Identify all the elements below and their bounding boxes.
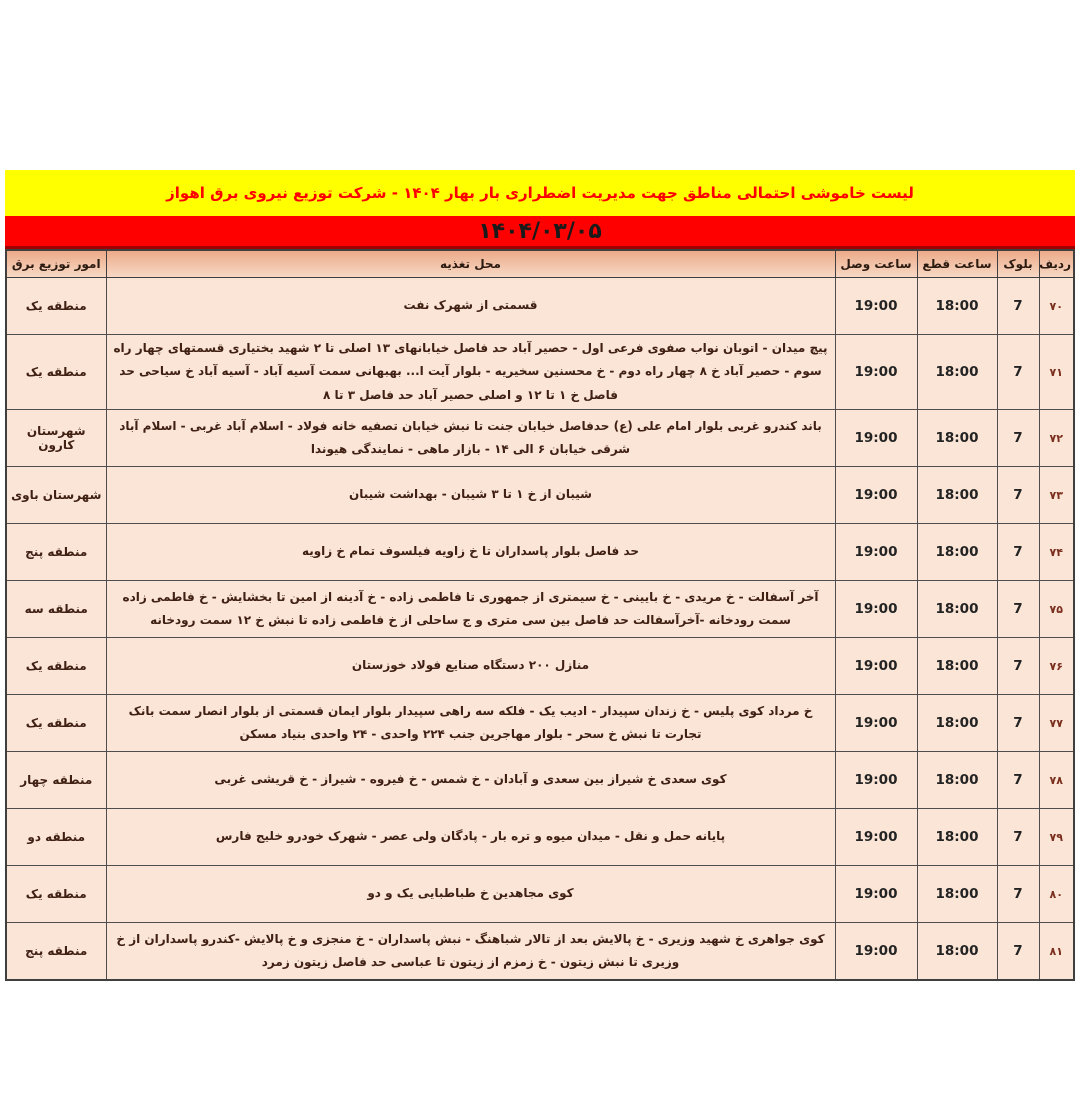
table-header-row: [6, 250, 1074, 278]
cut-time-cell: 18:00: [917, 410, 997, 467]
row-number-cell: ۷۵: [1039, 581, 1074, 638]
district-cell: منطقه پنج: [6, 923, 106, 981]
cut-time-cell: 18:00: [917, 581, 997, 638]
location-cell: باند کندرو غربی بلوار امام علی (ع) حدفاصل خیابان جنت تا نبش خیابان تصفیه خانه فولاد - اسلام آباد غربی - اسلام آباد شرقی خیابان ۶ الی ۱۴ - بازار ماهی - نمایندگی هیوندا: [106, 410, 835, 467]
block-cell: 7: [997, 866, 1039, 923]
block-cell: 7: [997, 695, 1039, 752]
cut-time-cell: 18:00: [917, 866, 997, 923]
row-number-cell: ۷۴: [1039, 524, 1074, 581]
district-cell: منطقه یک: [6, 335, 106, 410]
district-cell: منطقه سه: [6, 581, 106, 638]
reconnect-time-cell: 19:00: [835, 467, 917, 524]
district-cell: شهرستان باوی: [6, 467, 106, 524]
reconnect-time-cell: 19:00: [835, 752, 917, 809]
col-header-reconnect-time: ساعت وصل: [835, 250, 917, 278]
district-cell: منطقه یک: [6, 866, 106, 923]
block-cell: 7: [997, 467, 1039, 524]
block-cell: 7: [997, 923, 1039, 981]
reconnect-time-cell: 19:00: [835, 335, 917, 410]
row-number-cell: ۷۷: [1039, 695, 1074, 752]
location-cell: پایانه حمل و نقل - میدان میوه و تره بار - پادگان ولی عصر - شهرک خودرو خلیج فارس: [106, 809, 835, 866]
location-cell: خ مرداد کوی پلیس - خ زندان سپیدار - ادیب یک - فلکه سه راهی سپیدار بلوار ایمان قسمتی از بلوار انصار سمت بانک تجارت تا نبش خ سحر - بلوار مهاجرین جنب ۲۲۴ واحدی - ۲۴ واحدی بنیاد مسکن: [106, 695, 835, 752]
district-cell: منطقه دو: [6, 809, 106, 866]
location-cell: پیچ میدان - اتوبان نواب صفوی فرعی اول - حصیر آباد حد فاصل خیابانهای ۱۳ اصلی تا ۲ شهید بختیاری قسمتهای چهار راه سوم - حصیر آباد خ ۸ چهار راه دوم - خ محسنین سخیریه - بلوار آیت ا... بهبهانی سمت آسیه آباد - آسیه آباد خ سیاحی حد فاصل خ ۱ تا ۱۲ و اصلی حصیر آباد حد فاصل ۳ تا ۸: [106, 335, 835, 410]
block-cell: 7: [997, 581, 1039, 638]
reconnect-time-cell: 19:00: [835, 923, 917, 981]
reconnect-time-cell: 19:00: [835, 278, 917, 335]
reconnect-time-cell: 19:00: [835, 866, 917, 923]
block-cell: 7: [997, 524, 1039, 581]
block-cell: 7: [997, 278, 1039, 335]
row-number-cell: ۸۱: [1039, 923, 1074, 981]
col-header-location: محل تغذیه: [106, 250, 835, 278]
table-row: [6, 581, 1074, 638]
col-header-district: امور توزیع برق: [6, 250, 106, 278]
cut-time-cell: 18:00: [917, 809, 997, 866]
location-cell: کوی جواهری خ شهید وزیری - خ پالایش بعد از تالار شباهنگ - نبش پاسداران - خ منجزی و خ پالایش -کندرو پاسداران از خ وزیری تا نبش زیتون - خ زمزم از زیتون تا عباسی حد فاصل زیتون زمرد: [106, 923, 835, 981]
table-row: [6, 866, 1074, 923]
district-cell: منطقه پنج: [6, 524, 106, 581]
schedule-date: ۱۴۰۴/۰۳/۰۵: [478, 218, 602, 244]
table-row: [6, 335, 1074, 410]
reconnect-time-cell: 19:00: [835, 581, 917, 638]
location-cell: آخر آسفالت - خ مریدی - خ بایینی - خ سیمتری از جمهوری تا فاطمی زاده - خ آدینه از امین تا بخشایش - خ فاطمی زاده سمت رودخانه -آخرآسفالت حد فاصل بین سی متری و ج ساحلی از خ فاطمی زاده تا نبش خ ۱۲ سمت رودخانه: [106, 581, 835, 638]
block-cell: 7: [997, 638, 1039, 695]
cut-time-cell: 18:00: [917, 923, 997, 981]
table-row: [6, 638, 1074, 695]
reconnect-time-cell: 19:00: [835, 524, 917, 581]
block-cell: 7: [997, 809, 1039, 866]
cut-time-cell: 18:00: [917, 524, 997, 581]
cut-time-cell: 18:00: [917, 695, 997, 752]
district-cell: شهرستان کارون: [6, 410, 106, 467]
row-number-cell: ۷۰: [1039, 278, 1074, 335]
row-number-cell: ۸۰: [1039, 866, 1074, 923]
table-row: [6, 923, 1074, 981]
table-row: [6, 467, 1074, 524]
table-row: [6, 410, 1074, 467]
location-cell: منازل ۲۰۰ دستگاه صنایع فولاد خوزستان: [106, 638, 835, 695]
page-title: لیست خاموشی احتمالی مناطق جهت مدیریت اضطراری بار بهار ۱۴۰۴ - شرکت توزیع نیروی برق اهواز: [166, 184, 914, 202]
location-cell: قسمتی از شهرک نفت: [106, 278, 835, 335]
block-cell: 7: [997, 752, 1039, 809]
cut-time-cell: 18:00: [917, 278, 997, 335]
table-row: [6, 809, 1074, 866]
location-cell: کوی مجاهدین خ طباطبایی یک و دو: [106, 866, 835, 923]
title-banner: [5, 170, 1075, 216]
cut-time-cell: 18:00: [917, 752, 997, 809]
reconnect-time-cell: 19:00: [835, 809, 917, 866]
location-cell: کوی سعدی خ شیراز بین سعدی و آبادان - خ شمس - خ فیروه - شیراز - خ قریشی غربی: [106, 752, 835, 809]
date-banner: [5, 216, 1075, 249]
district-cell: منطقه یک: [6, 278, 106, 335]
reconnect-time-cell: 19:00: [835, 638, 917, 695]
cut-time-cell: 18:00: [917, 467, 997, 524]
col-header-cut-time: ساعت قطع: [917, 250, 997, 278]
row-number-cell: ۷۸: [1039, 752, 1074, 809]
row-number-cell: ۷۶: [1039, 638, 1074, 695]
reconnect-time-cell: 19:00: [835, 410, 917, 467]
row-number-cell: ۷۲: [1039, 410, 1074, 467]
block-cell: 7: [997, 410, 1039, 467]
table-row: [6, 278, 1074, 335]
location-cell: شیبان از خ ۱ تا ۳ شیبان - بهداشت شیبان: [106, 467, 835, 524]
table-row: [6, 524, 1074, 581]
outage-schedule-table: [5, 249, 1075, 981]
col-header-row-no: ردیف: [1039, 250, 1074, 278]
row-number-cell: ۷۹: [1039, 809, 1074, 866]
col-header-block: بلوک: [997, 250, 1039, 278]
row-number-cell: ۷۱: [1039, 335, 1074, 410]
district-cell: منطقه یک: [6, 695, 106, 752]
row-number-cell: ۷۳: [1039, 467, 1074, 524]
location-cell: حد فاصل بلوار پاسداران تا خ زاویه فیلسوف تمام خ زاویه: [106, 524, 835, 581]
reconnect-time-cell: 19:00: [835, 695, 917, 752]
cut-time-cell: 18:00: [917, 335, 997, 410]
table-row: [6, 752, 1074, 809]
district-cell: منطقه چهار: [6, 752, 106, 809]
cut-time-cell: 18:00: [917, 638, 997, 695]
district-cell: منطقه یک: [6, 638, 106, 695]
table-row: [6, 695, 1074, 752]
block-cell: 7: [997, 335, 1039, 410]
